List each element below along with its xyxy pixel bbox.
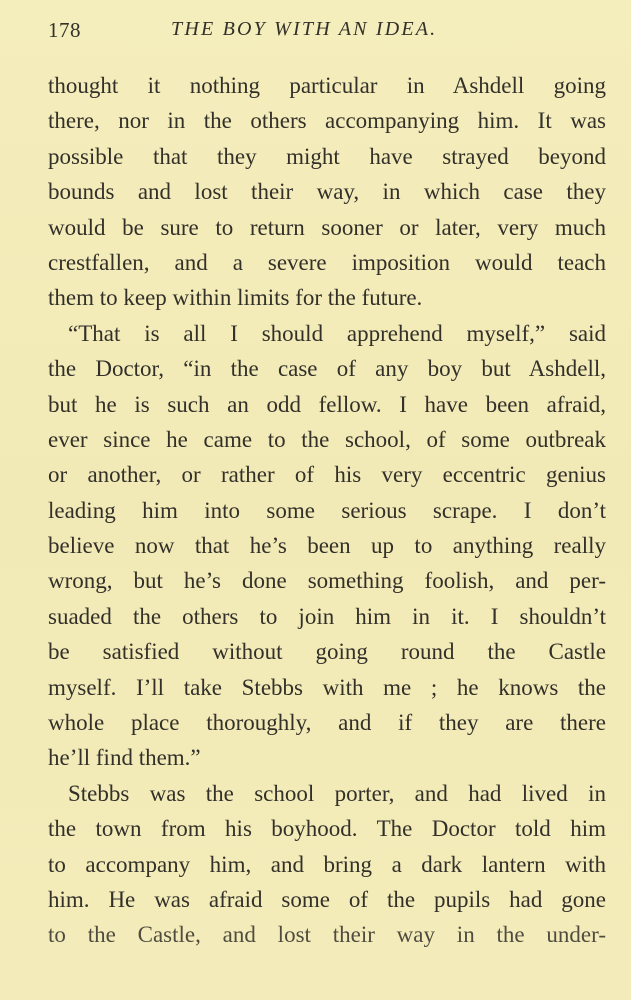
- text-line: to the Castle, and lost their way in the under-: [48, 922, 606, 948]
- text-line: him. He was afraid some of the pupils had gone: [48, 886, 606, 912]
- text-line: wrong, but he’s done something foolish, and per-: [48, 568, 606, 594]
- text-line: the Doctor, “in the case of any boy but Ashdell,: [48, 356, 606, 382]
- text-line: “That is all I should apprehend myself,” said: [68, 320, 606, 346]
- text-line: but he is such an odd fellow. I have been afraid,: [48, 391, 606, 417]
- text-line: he’ll find them.”: [48, 745, 201, 771]
- page-number: 178: [48, 18, 81, 42]
- text-line: myself. I’ll take Stebbs with me ; he knows the: [48, 674, 606, 700]
- text-line: Stebbs was the school porter, and had lived in: [68, 780, 606, 806]
- text-line: the town from his boyhood. The Doctor told him: [48, 816, 606, 842]
- text-line: them to keep within limits for the future.: [48, 285, 423, 311]
- text-line: would be sure to return sooner or later, very much: [48, 214, 606, 240]
- text-line: or another, or rather of his very eccentric genius: [48, 462, 606, 488]
- text-line: to accompany him, and bring a dark lantern with: [48, 851, 606, 877]
- running-title: THE BOY WITH AN IDEA.: [171, 18, 438, 40]
- text-line: be satisfied without going round the Castle: [48, 639, 606, 665]
- text-line: suaded the others to join him in it. I shouldn’t: [48, 603, 606, 629]
- body-text: [48, 68, 606, 953]
- text-line: ever since he came to the school, of some outbreak: [48, 426, 606, 452]
- page-header: [48, 18, 608, 48]
- text-line: leading him into some serious scrape. I don’t: [48, 497, 606, 523]
- text-line: there, nor in the others accompanying him. It was: [48, 108, 606, 134]
- text-line: whole place thoroughly, and if they are there: [48, 710, 606, 736]
- text-line: thought it nothing particular in Ashdell going: [48, 73, 606, 98]
- text-line: crestfallen, and a severe imposition would teach: [48, 249, 606, 275]
- text-line: believe now that he’s been up to anything really: [48, 533, 606, 559]
- text-line: possible that they might have strayed beyond: [48, 143, 606, 169]
- text-line: bounds and lost their way, in which case they: [48, 179, 606, 205]
